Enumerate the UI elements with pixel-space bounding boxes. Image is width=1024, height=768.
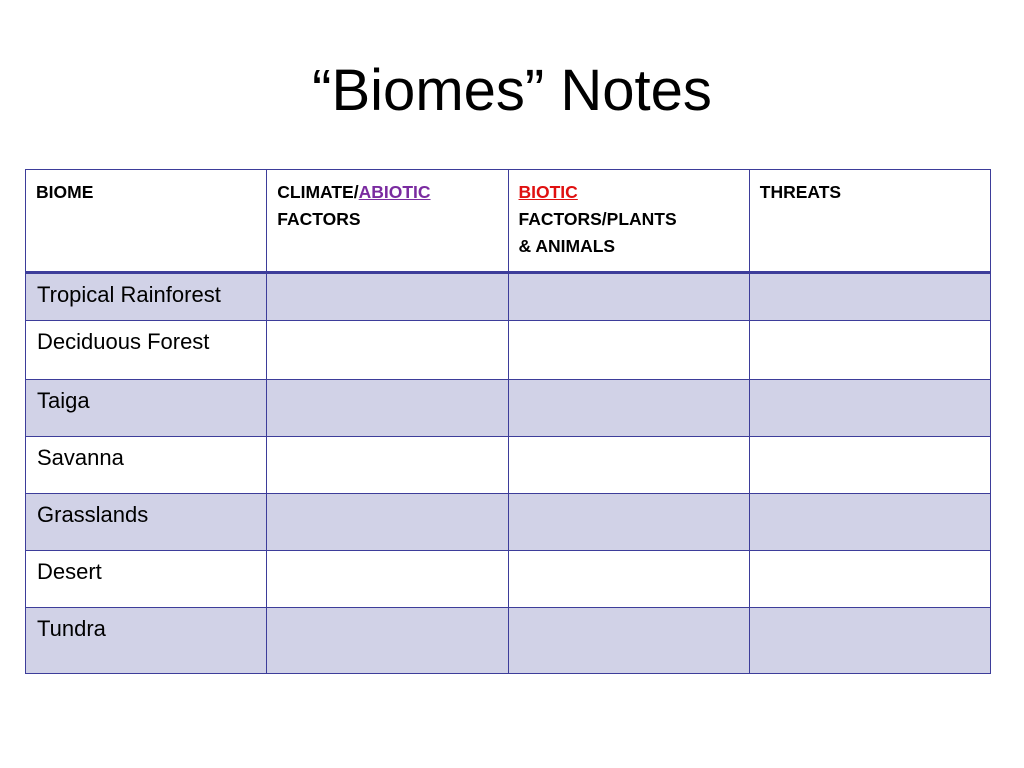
table-row — [26, 494, 991, 551]
table-row — [26, 321, 991, 380]
table-row — [26, 437, 991, 494]
header-climate-prefix: CLIMATE/ — [277, 182, 359, 202]
header-threats: THREATS — [749, 170, 990, 273]
biotic-cell[interactable] — [508, 321, 749, 380]
biome-name: Deciduous Forest — [26, 321, 267, 380]
biome-name: Tropical Rainforest — [26, 273, 267, 321]
biome-name: Grasslands — [26, 494, 267, 551]
biotic-cell[interactable] — [508, 551, 749, 608]
biome-name: Taiga — [26, 380, 267, 437]
header-biotic — [508, 170, 749, 273]
climate-cell[interactable] — [267, 273, 508, 321]
threats-cell[interactable] — [749, 608, 990, 674]
biotic-cell[interactable] — [508, 494, 749, 551]
page-title: “Biomes” Notes — [312, 58, 712, 123]
climate-cell[interactable] — [267, 494, 508, 551]
climate-cell[interactable] — [267, 321, 508, 380]
threats-cell[interactable] — [749, 494, 990, 551]
climate-cell[interactable] — [267, 380, 508, 437]
header-biotic-line3: & ANIMALS — [518, 236, 616, 256]
table-row — [26, 380, 991, 437]
header-biotic-line2: FACTORS/PLANTS — [518, 209, 677, 229]
biome-name: Tundra — [26, 608, 267, 674]
biotic-link[interactable]: BIOTIC — [518, 182, 578, 202]
abiotic-link[interactable]: ABIOTIC — [358, 182, 431, 202]
threats-cell[interactable] — [749, 551, 990, 608]
threats-cell[interactable] — [749, 380, 990, 437]
climate-cell[interactable] — [267, 437, 508, 494]
threats-cell[interactable] — [749, 273, 990, 321]
header-climate-suffix: FACTORS — [277, 209, 361, 229]
biotic-cell[interactable] — [508, 608, 749, 674]
climate-cell[interactable] — [267, 608, 508, 674]
biotic-cell[interactable] — [508, 273, 749, 321]
climate-cell[interactable] — [267, 551, 508, 608]
table-row — [26, 608, 991, 674]
biome-name: Desert — [26, 551, 267, 608]
header-biome: BIOME — [26, 170, 267, 273]
biotic-cell[interactable] — [508, 380, 749, 437]
biomes-table — [25, 169, 991, 674]
header-climate — [267, 170, 508, 273]
table-row — [26, 273, 991, 321]
threats-cell[interactable] — [749, 321, 990, 380]
biome-name: Savanna — [26, 437, 267, 494]
biotic-cell[interactable] — [508, 437, 749, 494]
table-row — [26, 551, 991, 608]
threats-cell[interactable] — [749, 437, 990, 494]
table-header-row — [26, 170, 991, 273]
